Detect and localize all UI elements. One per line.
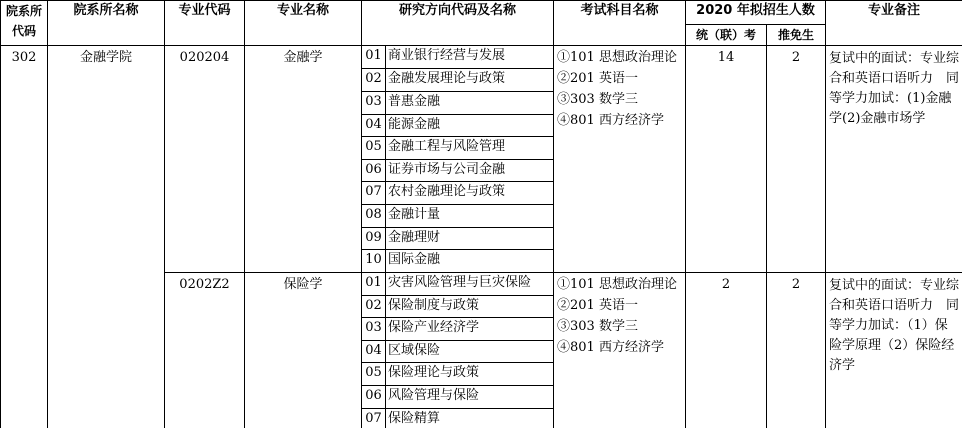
direction-name: 保险产业经济学 [386,318,554,341]
header-major-code: 专业代码 [165,1,245,46]
direction-code: 05 [362,137,386,160]
direction-code: 03 [362,92,386,115]
table-row [1,46,962,69]
direction-code: 05 [362,363,386,386]
direction-name: 能源金融 [386,115,554,137]
exam-subject: ①101 思想政治理论 [557,50,677,65]
direction-name: 灾害风险管理与巨灾保险 [386,273,554,296]
header-directions: 研究方向代码及名称 [362,1,554,46]
direction-code: 07 [362,409,386,428]
header-enrollment-plan: 2020 年拟招生人数 [686,1,826,25]
direction-name: 风险管理与保险 [386,386,554,409]
header-major-name: 专业名称 [245,1,362,46]
dept-code-cell: 302 [1,46,48,428]
direction-name: 普惠金融 [386,92,554,115]
direction-name: 农村金融理论与政策 [386,182,554,205]
direction-code: 04 [362,341,386,363]
unified-exam-count: 2 [686,273,767,428]
header-recommended: 推免生 [767,25,826,46]
direction-code: 10 [362,250,386,273]
direction-code: 08 [362,205,386,228]
recommended-count: 2 [767,46,826,273]
direction-name: 金融工程与风险管理 [386,137,554,160]
exam-subject: ②201 英语一 [557,298,638,313]
header-remarks: 专业备注 [826,1,962,46]
direction-code: 06 [362,386,386,409]
direction-name: 金融计量 [386,205,554,228]
major-remarks: 复试中的面试：专业综合和英语口语听力 同等学力加试：(1)金融学(2)金融市场学 [826,46,962,273]
exam-subject: ②201 英语一 [557,71,638,86]
header-dept-code: 院系所代码 [1,1,48,46]
direction-code: 02 [362,69,386,92]
unified-exam-count: 14 [686,46,767,273]
major-code-cell: 020204 [165,46,245,273]
direction-code: 06 [362,160,386,182]
header-exam-subjects: 考试科目名称 [554,1,686,46]
direction-code: 09 [362,228,386,250]
dept-name-cell: 金融学院 [48,46,165,428]
direction-code: 02 [362,296,386,318]
major-remarks: 复试中的面试：专业综合和英语口语听力 同等学力加试：（1）保险学原理（2）保险经济学 [826,273,962,428]
exam-subjects-cell [554,46,686,273]
exam-subjects-cell [554,273,686,428]
header-row-1 [1,1,962,25]
exam-subject: ③303 数学三 [557,92,638,107]
major-name-cell: 保险学 [245,273,362,428]
major-name-cell: 金融学 [245,46,362,273]
direction-name: 保险理论与政策 [386,363,554,386]
exam-subject: ④801 西方经济学 [557,113,664,128]
recommended-count: 2 [767,273,826,428]
direction-code: 03 [362,318,386,341]
header-dept-name: 院系所名称 [48,1,165,46]
direction-name: 区域保险 [386,341,554,363]
direction-code: 01 [362,273,386,296]
direction-code: 04 [362,115,386,137]
direction-name: 商业银行经营与发展 [386,46,554,69]
direction-name: 证券市场与公司金融 [386,160,554,182]
direction-name: 保险制度与政策 [386,296,554,318]
header-unified-exam: 统（联）考 [686,25,767,46]
direction-code: 07 [362,182,386,205]
exam-subject: ④801 西方经济学 [557,340,664,355]
direction-name: 国际金融 [386,250,554,273]
direction-name: 金融理财 [386,228,554,250]
exam-subject: ①101 思想政治理论 [557,277,677,292]
exam-subject: ③303 数学三 [557,319,638,334]
direction-name: 保险精算 [386,409,554,428]
major-code-cell: 0202Z2 [165,273,245,428]
direction-name: 金融发展理论与政策 [386,69,554,92]
direction-code: 01 [362,46,386,69]
